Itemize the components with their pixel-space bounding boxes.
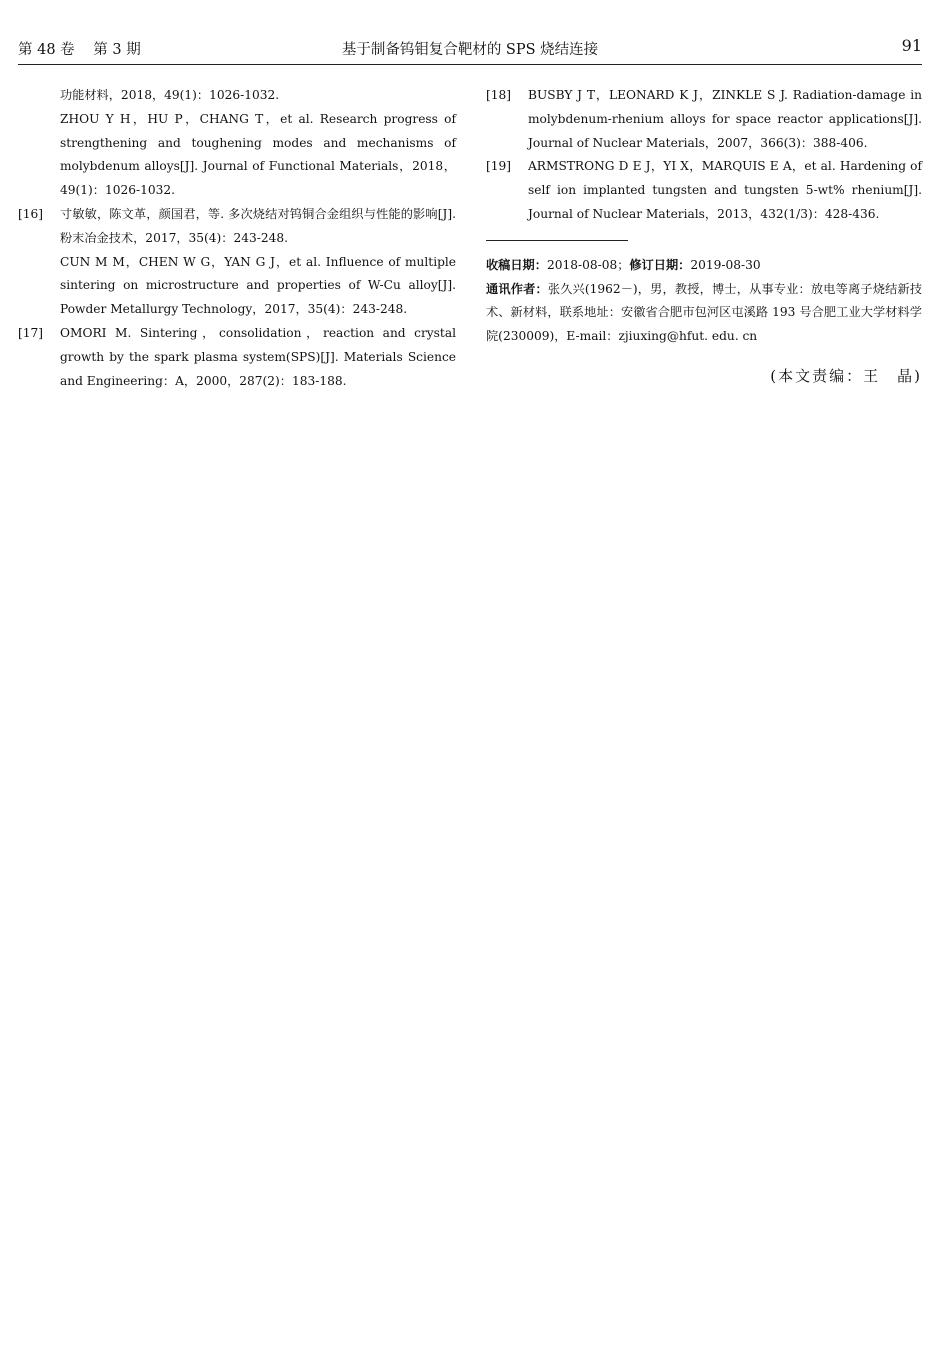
reference-number: [18]: [486, 88, 512, 102]
reference-text-en: CUN M M，CHEN W G，YAN G J，et al. Influence of multiple sintering on microstructure and properties of W-Cu alloy[J]. Powder Metallurgy Technology，2017，35(4)：243-248.: [60, 254, 456, 317]
reference-15-continuation: [18, 84, 456, 203]
manuscript-dates: [486, 254, 922, 278]
reference-17: [18, 322, 456, 393]
footnote-divider: [486, 240, 628, 241]
left-column: [18, 84, 456, 393]
revised-label: 修订日期：: [629, 257, 691, 272]
reference-text-en: ARMSTRONG D E J，YI X，MARQUIS E A，et al. Hardening of self ion implanted tungsten and tungsten 5-wt% rhenium[J]. Journal of Nuclear Materials，2013，432(1/3)：428-436.: [528, 159, 922, 221]
author-label: 通讯作者：: [486, 281, 548, 296]
reference-18: [486, 84, 922, 155]
reference-19: [486, 155, 922, 226]
issue-label: 第 3 期: [93, 42, 141, 58]
reference-number: [19]: [486, 159, 512, 174]
revised-date: 2019-08-30: [690, 257, 761, 272]
received-label: 收稿日期：: [486, 257, 547, 272]
running-title: 基于制备钨钼复合靶材的 SPS 烧结连接: [341, 42, 599, 58]
reference-text-zh: 功能材料，2018，49(1)：1026-1032.: [60, 88, 280, 102]
responsible-editor: (本文责编：王 晶): [770, 366, 922, 385]
reference-text-en: OMORI M. Sintering，consolidation，reaction and crystal growth by the spark plasma system(SPS)[J]. Materials Science and Engineering：A，2000，287(2)：183-188.: [60, 325, 456, 388]
running-header: [18, 36, 922, 65]
author-info: 张久兴(1962－)，男，教授，博士，从事专业：放电等离子烧结新技术、新材料，联系地址：安徽省合肥市包河区屯溪路 193 号合肥工业大学材料学院(230009)，E-mail：zjiuxing@hfut. edu. cn: [486, 281, 923, 344]
reference-number: [17]: [18, 325, 44, 340]
volume-label: 第 48 卷: [18, 42, 75, 58]
reference-16: [18, 203, 456, 322]
reference-text-en: BUSBY J T，LEONARD K J，ZINKLE S J. Radiation-damage in molybdenum-rhenium alloys for space reactor applications[J]. Journal of Nuclear Materials，2007，366(3)：388-406.: [528, 88, 922, 150]
reference-text-en: ZHOU Y H，HU P，CHANG T，et al. Research progress of strengthening and toughening modes and mechanisms of molybdenum alloys[J]. Journal of Functional Materials，2018，49(1)：1026-1032.: [60, 111, 456, 198]
reference-number: [16]: [18, 206, 44, 221]
page-number: 91: [901, 36, 922, 55]
received-date: 2018-08-08；: [546, 257, 630, 272]
corresponding-author: [486, 278, 922, 349]
reference-text-zh: 寸敏敏，陈文革，颜国君，等. 多次烧结对钨铜合金组织与性能的影响[J]. 粉末冶金技术，2017，35(4)：243-248.: [60, 206, 456, 245]
right-column: [486, 84, 922, 389]
